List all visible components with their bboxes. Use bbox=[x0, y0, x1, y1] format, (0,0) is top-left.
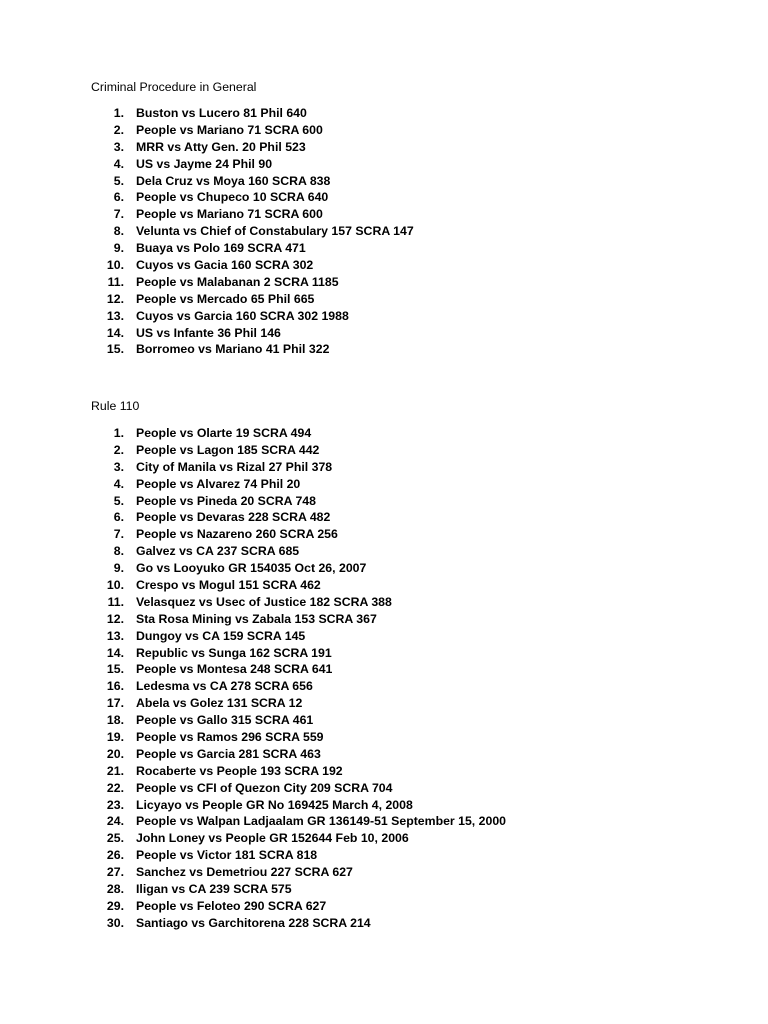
list-item-number: 16. bbox=[106, 679, 124, 694]
list-item-number: 18. bbox=[106, 713, 124, 728]
list-item-number: 22. bbox=[106, 780, 124, 795]
list-item-number: 24. bbox=[106, 814, 124, 829]
list-item-citation: Ledesma vs CA 278 SCRA 656 bbox=[136, 679, 313, 694]
section-heading-criminal-procedure: Criminal Procedure in General bbox=[91, 80, 257, 94]
list-item-citation: People vs Montesa 248 SCRA 641 bbox=[136, 662, 333, 677]
list-item-number: 15. bbox=[106, 342, 124, 357]
list-item-number: 4. bbox=[113, 476, 124, 491]
list-item-number: 19. bbox=[106, 730, 124, 745]
list-item-citation: Sanchez vs Demetriou 227 SCRA 627 bbox=[136, 865, 353, 880]
list-item-citation: US vs Jayme 24 Phil 90 bbox=[136, 156, 273, 171]
list-item-citation: Buston vs Lucero 81 Phil 640 bbox=[136, 106, 307, 120]
list-item-citation: John Loney vs People GR 152644 Feb 10, 2006 bbox=[136, 831, 409, 846]
list-item-citation: People vs Gallo 315 SCRA 461 bbox=[136, 713, 314, 728]
list-item-number: 9. bbox=[113, 561, 124, 576]
list-item-number: 14. bbox=[106, 645, 124, 660]
list-item-citation: Santiago vs Garchitorena 228 SCRA 214 bbox=[136, 915, 371, 930]
list-item-citation: Sta Rosa Mining vs Zabala 153 SCRA 367 bbox=[136, 611, 377, 626]
list-item-citation: Licyayo vs People GR No 169425 March 4, 2008 bbox=[136, 797, 413, 812]
list-item-citation: People vs Lagon 185 SCRA 442 bbox=[136, 442, 320, 457]
list-item-citation: People vs CFI of Quezon City 209 SCRA 704 bbox=[136, 780, 393, 795]
list-item-number: 6. bbox=[113, 510, 124, 525]
list-item-number: 25. bbox=[106, 831, 124, 846]
list-item-citation: People vs Garcia 281 SCRA 463 bbox=[136, 746, 321, 761]
list-item-citation: Borromeo vs Mariano 41 Phil 322 bbox=[136, 342, 330, 357]
list-item-citation: Cuyos vs Gacia 160 SCRA 302 bbox=[136, 258, 314, 273]
list-item-citation: Buaya vs Polo 169 SCRA 471 bbox=[136, 241, 306, 256]
list-item-number: 10. bbox=[106, 578, 124, 593]
list-item-citation: People vs Victor 181 SCRA 818 bbox=[136, 848, 318, 863]
list-item-citation: MRR vs Atty Gen. 20 Phil 523 bbox=[136, 139, 306, 154]
list-item-number: 13. bbox=[106, 628, 124, 643]
list-item-number: 23. bbox=[106, 797, 124, 812]
list-item-number: 5. bbox=[113, 173, 124, 188]
list-item-citation: People vs Chupeco 10 SCRA 640 bbox=[136, 190, 329, 205]
list-item-number: 12. bbox=[106, 291, 124, 306]
list-item-number: 8. bbox=[113, 544, 124, 559]
list-item-citation: Dela Cruz vs Moya 160 SCRA 838 bbox=[136, 173, 331, 188]
list-item-number: 11. bbox=[107, 594, 124, 609]
list-item-citation: People vs Mercado 65 Phil 665 bbox=[136, 291, 315, 306]
list-item-number: 2. bbox=[113, 122, 124, 137]
list-item-citation: Rocaberte vs People 193 SCRA 192 bbox=[136, 763, 343, 778]
list-item-number: 14. bbox=[106, 325, 124, 340]
list-item-citation: Crespo vs Mogul 151 SCRA 462 bbox=[136, 578, 321, 593]
list-item-citation: Velasquez vs Usec of Justice 182 SCRA 388 bbox=[136, 594, 392, 609]
list-item-number: 1. bbox=[113, 106, 124, 120]
list-item-citation: Go vs Looyuko GR 154035 Oct 26, 2007 bbox=[136, 561, 367, 576]
list-item-citation: People vs Feloteo 290 SCRA 627 bbox=[136, 898, 327, 913]
list-item-number: 6. bbox=[113, 190, 124, 205]
list-item-number: 1. bbox=[113, 426, 124, 440]
list-item-number: 21. bbox=[106, 763, 124, 778]
list-item-citation: City of Manila vs Rizal 27 Phil 378 bbox=[136, 459, 333, 474]
list-item-number: 20. bbox=[106, 746, 124, 761]
list-item-citation: Abela vs Golez 131 SCRA 12 bbox=[136, 696, 303, 711]
list-item-number: 12. bbox=[106, 611, 124, 626]
list-item-citation: People vs Malabanan 2 SCRA 1185 bbox=[136, 274, 339, 289]
list-item-citation: People vs Ramos 296 SCRA 559 bbox=[136, 730, 324, 745]
list-item-number: 2. bbox=[113, 442, 124, 457]
list-item-citation: Velunta vs Chief of Constabulary 157 SCRA 147 bbox=[136, 224, 414, 239]
list-item-number: 9. bbox=[113, 241, 124, 256]
list-item-number: 11. bbox=[107, 274, 124, 289]
list-item-citation: Cuyos vs Garcia 160 SCRA 302 1988 bbox=[136, 308, 349, 323]
list-item-number: 8. bbox=[113, 224, 124, 239]
list-item-number: 27. bbox=[106, 865, 124, 880]
list-item-citation: People vs Devaras 228 SCRA 482 bbox=[136, 510, 331, 525]
list-item-citation: US vs Infante 36 Phil 146 bbox=[136, 325, 281, 340]
list-item-citation: Dungoy vs CA 159 SCRA 145 bbox=[136, 628, 306, 643]
list-item-citation: People vs Pineda 20 SCRA 748 bbox=[136, 493, 316, 508]
list-item-number: 15. bbox=[106, 662, 124, 677]
list-item-number: 28. bbox=[106, 882, 124, 897]
list-item-citation: People vs Walpan Ladjaalam GR 136149-51 September 15, 2000 bbox=[136, 814, 506, 829]
list-item-number: 7. bbox=[113, 527, 124, 542]
list-item-number: 5. bbox=[113, 493, 124, 508]
list-item-number: 30. bbox=[106, 915, 124, 930]
list-item-citation: People vs Nazareno 260 SCRA 256 bbox=[136, 527, 338, 542]
list-item-number: 3. bbox=[113, 139, 124, 154]
list-item-number: 29. bbox=[106, 898, 124, 913]
list-item-citation: People vs Mariano 71 SCRA 600 bbox=[136, 207, 323, 222]
list-item-citation: Iligan vs CA 239 SCRA 575 bbox=[136, 882, 292, 897]
list-item-number: 13. bbox=[106, 308, 124, 323]
list-item-citation: Galvez vs CA 237 SCRA 685 bbox=[136, 544, 300, 559]
list-item-number: 17. bbox=[106, 696, 124, 711]
list-item-number: 10. bbox=[106, 258, 124, 273]
section-heading-rule-110: Rule 110 bbox=[91, 399, 140, 413]
list-item-number: 7. bbox=[113, 207, 124, 222]
list-item-number: 4. bbox=[113, 156, 124, 171]
list-item-citation: Republic vs Sunga 162 SCRA 191 bbox=[136, 645, 332, 660]
list-item-citation: People vs Mariano 71 SCRA 600 bbox=[136, 122, 323, 137]
list-item-number: 3. bbox=[113, 459, 124, 474]
list-item-number: 26. bbox=[106, 848, 124, 863]
list-item-citation: People vs Alvarez 74 Phil 20 bbox=[136, 476, 301, 491]
list-item-citation: People vs Olarte 19 SCRA 494 bbox=[136, 426, 312, 440]
